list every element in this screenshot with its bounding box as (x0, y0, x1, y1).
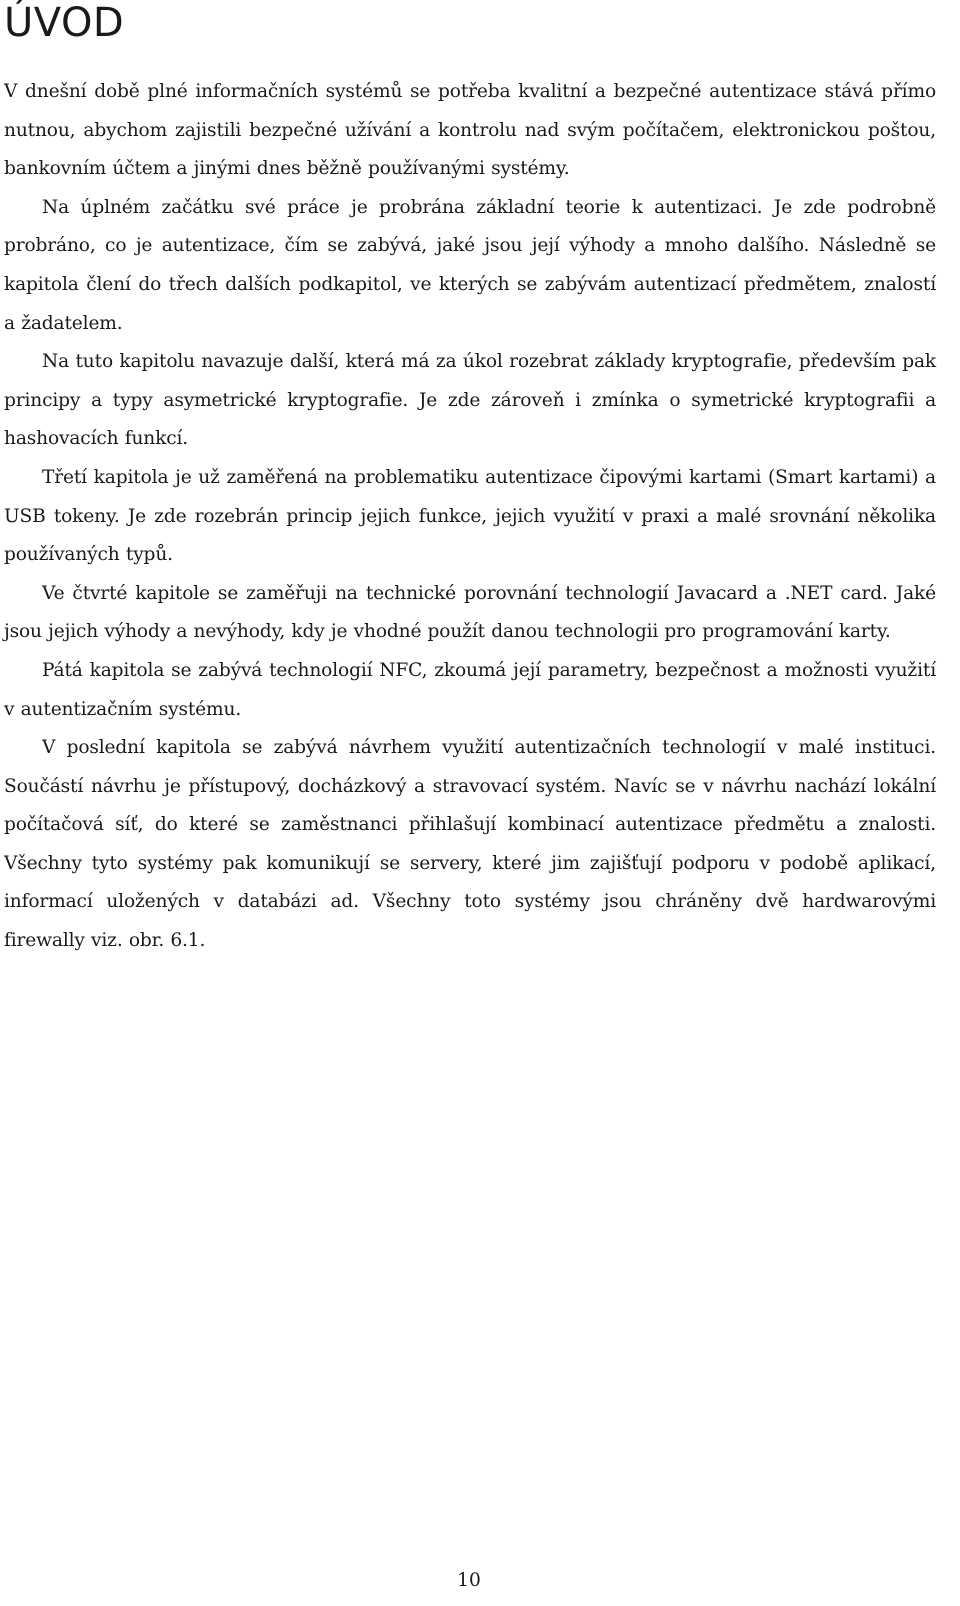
paragraph-chapter-5: Pátá kapitola se zabývá technologií NFC, zkoumá její parametry, bezpečnost a možnosti využití v autentizačním systému. (4, 659, 936, 720)
paragraph-chapter-6: V poslední kapitola se zabývá návrhem využití autentizačních technologií v malé instituci. Součástí návrhu je přístupový, docházkový a stravovací systém. Navíc se v návrhu nachází lokální počítačová síť, do které se zaměstnanci přihlašují kombinací autentizace předmětu a znalosti. Všechny tyto systémy pak komunikují se servery, které jim zajišťují podporu v podobě aplikací, informací uložených v databázi ad. Všechny toto systémy jsou chráněny dvě hardwarovými firewally viz. obr. 6.1. (4, 737, 936, 952)
body-text (4, 73, 936, 961)
paragraph-chapter-1: Na úplném začátku své práce je probrána základní teorie k autentizaci. Je zde podrobně probráno, co je autentizace, čím se zabývá, jaké jsou její výhody a mnoho dalšího. Následně se kapitola člení do třech dalších podkapitol, ve kterých se zabývám autentizací předmětem, znalostí a žadatelem. (4, 196, 936, 334)
paragraph-chapter-2: Na tuto kapitolu navazuje další, která má za úkol rozebrat základy kryptografie, především pak principy a typy asymetrické kryptografie. Je zde zároveň i zmínka o symetrické kryptografii a hashovacích funkcí. (4, 351, 936, 450)
paragraph-chapter-3: Třetí kapitola je už zaměřená na problematiku autentizace čipovými kartami (Smart kartami) a USB tokeny. Je zde rozebrán princip jejich funkce, jejich využití v praxi a malé srovnání několika používaných typů. (4, 466, 936, 566)
page-title: ÚVOD (4, 0, 125, 46)
paragraph-chapter-4: Ve čtvrté kapitole se zaměřuji na technické porovnání technologií Javacard a .NET card. Jaké jsou jejich výhody a nevýhody, kdy je vhodné použít danou technologii pro programování karty. (4, 582, 936, 643)
paragraph-intro: V dnešní době plné informačních systémů se potřeba kvalitní a bezpečné autentizace stává přímo nutnou, abychom zajistili bezpečné užívání a kontrolu nad svým počítačem, elektronickou poštou, bankovním účtem a jinými dnes běžně používanými systémy. (4, 81, 936, 180)
page-number: 10 (457, 1570, 481, 1591)
